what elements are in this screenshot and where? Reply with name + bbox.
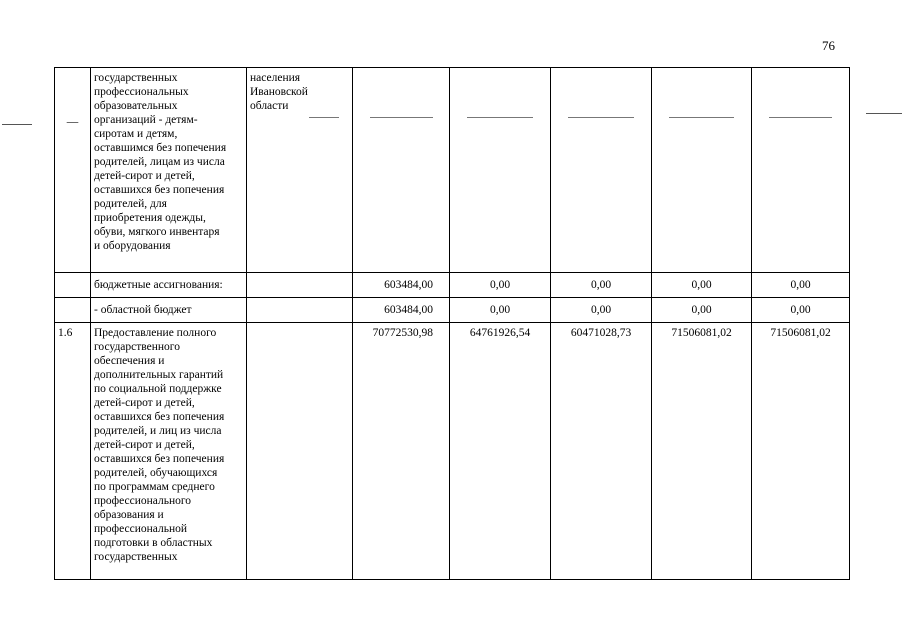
value-cell: 0,00 [551,298,652,323]
empty-cell-line [769,117,833,118]
row-recipient [247,273,353,298]
row-recipient [247,298,353,323]
desc-line: государственных [94,551,178,563]
desc-line: обуви, мягкого инвентаря [94,226,220,238]
value-cell: 0,00 [752,273,850,298]
budget-table [54,67,850,580]
desc-line: по социальной поддержке [94,383,222,395]
row-description [91,323,247,580]
desc-line: родителей, лицам из числа [94,156,225,168]
desc-line: Предоставление полного [94,327,217,339]
value-cell: 60471028,73 [551,323,652,580]
desc-line: родителей, обучающихся [94,467,218,479]
empty-cell-line [467,117,533,118]
right-margin-mark [866,113,902,114]
left-margin-mark [2,124,32,125]
row-code [55,298,91,323]
code-dash: — [66,116,79,128]
row-description [91,68,247,273]
desc-line: сиротам и детям, [94,128,178,140]
value-cell: 603484,00 [353,298,450,323]
value-cell: 603484,00 [353,273,450,298]
row-code [55,273,91,298]
value-cell: 0,00 [652,298,752,323]
desc-line: по программам среднего [94,481,215,493]
value-cell: 71506081,02 [652,323,752,580]
desc-line: обеспечения и [94,355,165,367]
value-cell: 71506081,02 [752,323,850,580]
desc-line: организаций - детям- [94,114,198,126]
value-cell: 0,00 [450,298,551,323]
value-cell: 64761926,54 [450,323,551,580]
desc-line: оставшихся без попечения [94,453,225,465]
value-cell: 70772530,98 [353,323,450,580]
row-recipient [247,68,353,273]
value-cell: 0,00 [652,273,752,298]
value-cell: 0,00 [450,273,551,298]
empty-value-cell [752,68,850,273]
desc-line: подготовки в областных [94,537,213,549]
desc-line: приобретения одежды, [94,212,206,224]
row-recipient [247,323,353,580]
recipient-line: области [250,100,289,112]
desc-line: государственных [94,72,178,84]
desc-line: профессиональной [94,523,188,535]
page-number: 76 [822,38,835,53]
empty-cell-line [669,117,734,118]
empty-value-cell [652,68,752,273]
desc-line: родителей, и лиц из числа [94,425,222,437]
desc-line: детей-сирот и детей, [94,170,195,182]
recipient-line: населения [250,72,301,84]
desc-line: оставшихся без попечения [94,184,225,196]
desc-line: образовательных [94,100,178,112]
empty-value-cell [353,68,450,273]
desc-line: оставшихся без попечения [94,411,225,423]
table-row-continuation [55,68,850,273]
empty-value-cell [450,68,551,273]
table-row-item-1-6 [55,323,850,580]
value-cell: 0,00 [752,298,850,323]
recipient-line: Ивановской [250,86,308,98]
desc-line: и оборудования [94,240,171,252]
desc-line: детей-сирот и детей, [94,439,195,451]
row-code: 1.6 [55,323,91,580]
empty-cell-line [309,117,339,118]
desc-line: оставшимся без попечения [94,142,227,154]
desc-line: образования и [94,509,164,521]
empty-cell-line [568,117,634,118]
row-label: бюджетные ассигнования: [91,273,247,298]
desc-line: профессионального [94,495,192,507]
table-row-regional-budget [55,298,850,323]
empty-cell-line [370,117,433,118]
desc-line: дополнительных гарантий [94,369,224,381]
table-row-budget-allocations [55,273,850,298]
row-code [55,68,91,273]
value-cell: 0,00 [551,273,652,298]
desc-line: профессиональных [94,86,189,98]
desc-line: детей-сирот и детей, [94,397,195,409]
row-label: - областной бюджет [91,298,247,323]
desc-line: родителей, для [94,198,167,210]
empty-value-cell [551,68,652,273]
desc-line: государственного [94,341,180,353]
